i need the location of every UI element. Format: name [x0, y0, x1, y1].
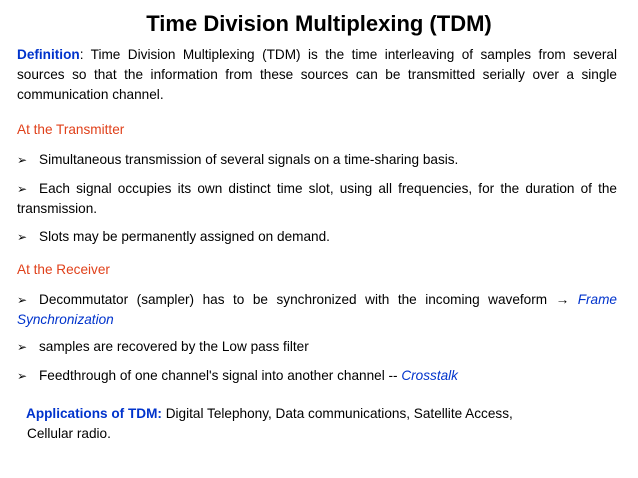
transmitter-heading: At the Transmitter — [17, 122, 125, 137]
transmitter-bullet-2 — [17, 179, 617, 219]
receiver-bullet-2 — [17, 337, 617, 357]
bullet-text: Decommutator (sampler) has to be synchronized with the incoming waveform — [39, 292, 556, 307]
receiver-bullet-3 — [17, 366, 617, 386]
applications-text-line2: Cellular radio. — [27, 426, 111, 441]
bullet-text: Each signal occupies its own distinct time slot, using all frequencies, for the duration of the transmission. — [17, 181, 617, 216]
bullet-arrow-icon: ➢ — [17, 230, 28, 244]
transmitter-bullet-3 — [17, 227, 617, 247]
definition-paragraph — [17, 45, 617, 105]
bullet-text: Simultaneous transmission of several signals on a time-sharing basis. — [39, 152, 459, 167]
bullet-arrow-icon: ➢ — [17, 153, 28, 167]
receiver-heading: At the Receiver — [17, 262, 110, 277]
applications-text: Digital Telephony, Data communications, Satellite Access, — [161, 406, 513, 421]
bullet-text: Slots may be permanently assigned on demand. — [39, 229, 330, 244]
applications-label: Applications of TDM: — [26, 406, 162, 421]
applications-paragraph — [26, 404, 616, 444]
bullet-arrow-icon: ➢ — [17, 182, 28, 196]
right-arrow-icon: → — [555, 292, 570, 307]
definition-label: Definition — [17, 47, 80, 62]
frame-sync-term: Frame Synchronization — [17, 292, 617, 327]
definition-text: : Time Division Multiplexing (TDM) is the time interleaving of samples from several sources so that the information from these sources can be transmitted serially over a single communication channel. — [17, 47, 617, 102]
transmitter-bullet-1 — [17, 150, 617, 170]
bullet-arrow-icon: ➢ — [17, 369, 28, 383]
bullet-text: Feedthrough of one channel's signal into another channel -- — [39, 368, 402, 383]
bullet-text: samples are recovered by the Low pass filter — [39, 339, 309, 354]
crosstalk-term: Crosstalk — [401, 368, 458, 383]
bullet-arrow-icon: ➢ — [17, 340, 28, 354]
receiver-bullet-1 — [17, 290, 617, 330]
bullet-arrow-icon: ➢ — [17, 293, 28, 307]
slide-title: Time Division Multiplexing (TDM) — [146, 11, 492, 36]
